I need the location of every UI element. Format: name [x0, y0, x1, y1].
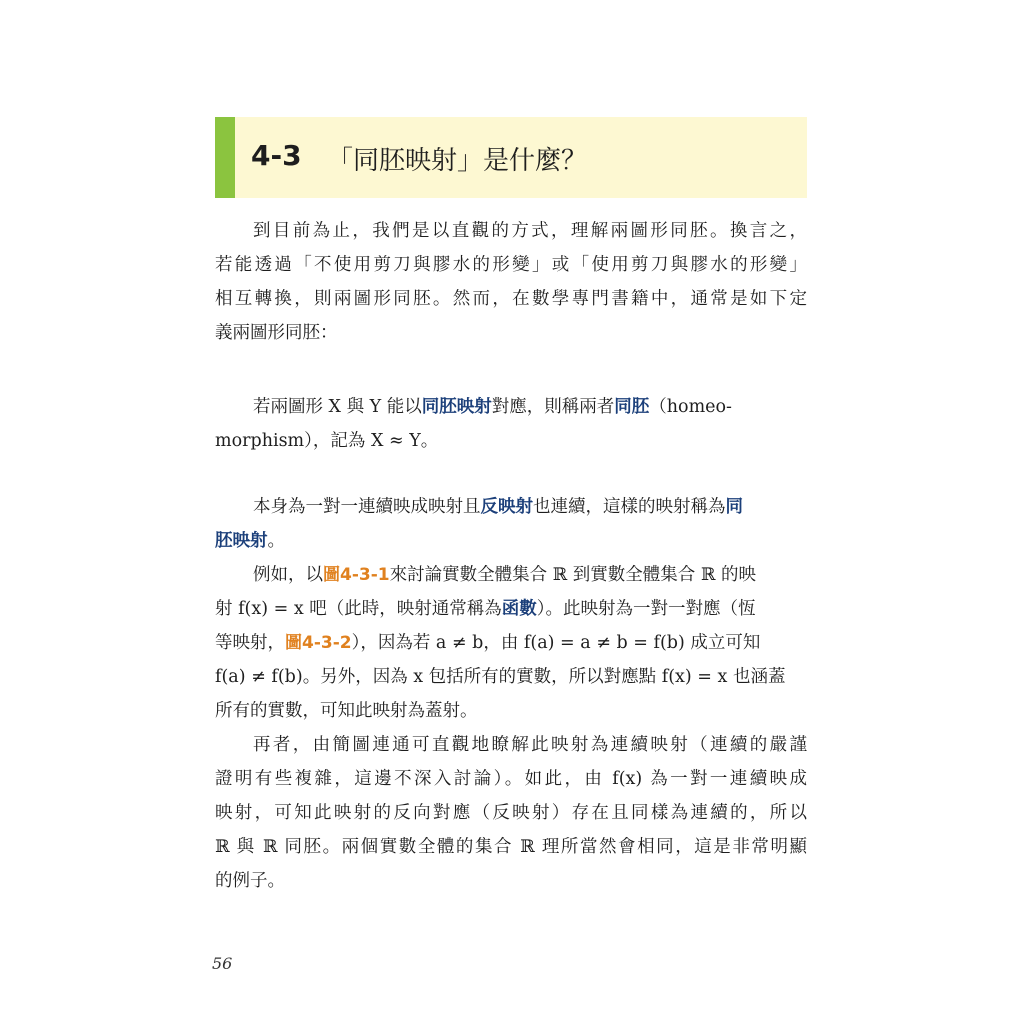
term-homeomorphic-map: 同胚映射	[421, 397, 492, 417]
term-function: 函數	[501, 599, 537, 619]
text-line: 義兩圖形同胚：	[215, 323, 338, 343]
text-line	[215, 390, 807, 424]
text-line	[215, 524, 807, 558]
section-accent-bar	[215, 117, 235, 198]
text-span: 若兩圖形 X 與 Y 能以	[253, 397, 422, 417]
text-line: 相互轉換，則兩圖形同胚。然而，在數學專門書籍中，通常是如下定	[215, 289, 807, 309]
text-line: ℝ 與 ℝ 同胚。兩個實數全體的集合 ℝ 理所當然會相同，這是非常明顯	[215, 837, 807, 857]
text-span: 例如，以	[253, 565, 323, 585]
term-inverse-map: 反映射	[480, 497, 533, 517]
text-line	[215, 592, 807, 626]
text-line	[215, 626, 807, 660]
text-line: 若能透過「不使用剪刀與膠水的形變」或「使用剪刀與膠水的形變」	[215, 255, 807, 275]
figure-ref-4-3-1[interactable]: 圖4-3-1	[323, 565, 390, 585]
term-homeo-part1: 同	[725, 497, 743, 517]
section-number: 4-3	[251, 139, 302, 172]
text-line: 到目前為止，我們是以直觀的方式，理解兩圖形同胚。換言之，	[253, 221, 807, 241]
text-line: 再者，由簡圖連通可直觀地瞭解此映射為連續映射（連續的嚴謹	[253, 735, 807, 755]
text-line: 證明有些複雜，這邊不深入討論）。如此，由 f(x) 為一對一連續映成	[215, 769, 807, 789]
paragraph-continuity	[215, 728, 807, 898]
section-title: 「同胚映射」是什麼？	[327, 146, 588, 176]
text-span: 等映射，	[215, 633, 285, 653]
text-line	[215, 558, 807, 592]
text-line: 所有的實數，可知此映射為蓋射。	[215, 701, 478, 721]
text-span: ），因為若 a ≠ b，由 f(a) = a ≠ b = f(b) 成立可知	[351, 633, 761, 653]
text-line: morphism），記為 X ≈ Y。	[215, 431, 439, 451]
text-line: f(a) ≠ f(b)。另外，因為 x 包括所有的實數，所以對應點 f(x) = x 也涵蓋	[215, 667, 786, 687]
text-span: 來討論實數全體集合 ℝ 到實數全體集合 ℝ 的映	[389, 565, 756, 585]
text-span: 。	[267, 531, 285, 551]
text-span: （homeo-	[649, 397, 732, 417]
term-homeo-part2: 胚映射	[215, 531, 268, 551]
paragraph-definition	[215, 390, 807, 458]
text-line	[215, 490, 807, 524]
text-span: 對應，則稱兩者	[491, 397, 615, 417]
term-homeomorphic: 同胚	[614, 397, 650, 417]
text-span: ）。此映射為一對一對應（恆	[536, 599, 756, 619]
paragraph-example	[215, 558, 807, 728]
paragraph-homeomorphism	[215, 490, 807, 558]
text-span: 也連續，這樣的映射稱為	[533, 497, 726, 517]
section-header	[215, 117, 807, 198]
text-line: 映射，可知此映射的反向對應（反映射）存在且同樣為連續的，所以	[215, 803, 807, 823]
page-number: 56	[212, 954, 233, 973]
text-span: 射 f(x) = x 吧（此時，映射通常稱為	[215, 599, 502, 619]
figure-ref-4-3-2[interactable]: 圖4-3-2	[285, 633, 352, 653]
text-line: 的例子。	[215, 871, 285, 891]
paragraph-intro	[215, 214, 807, 350]
text-span: 本身為一對一連續映成映射且	[253, 497, 481, 517]
